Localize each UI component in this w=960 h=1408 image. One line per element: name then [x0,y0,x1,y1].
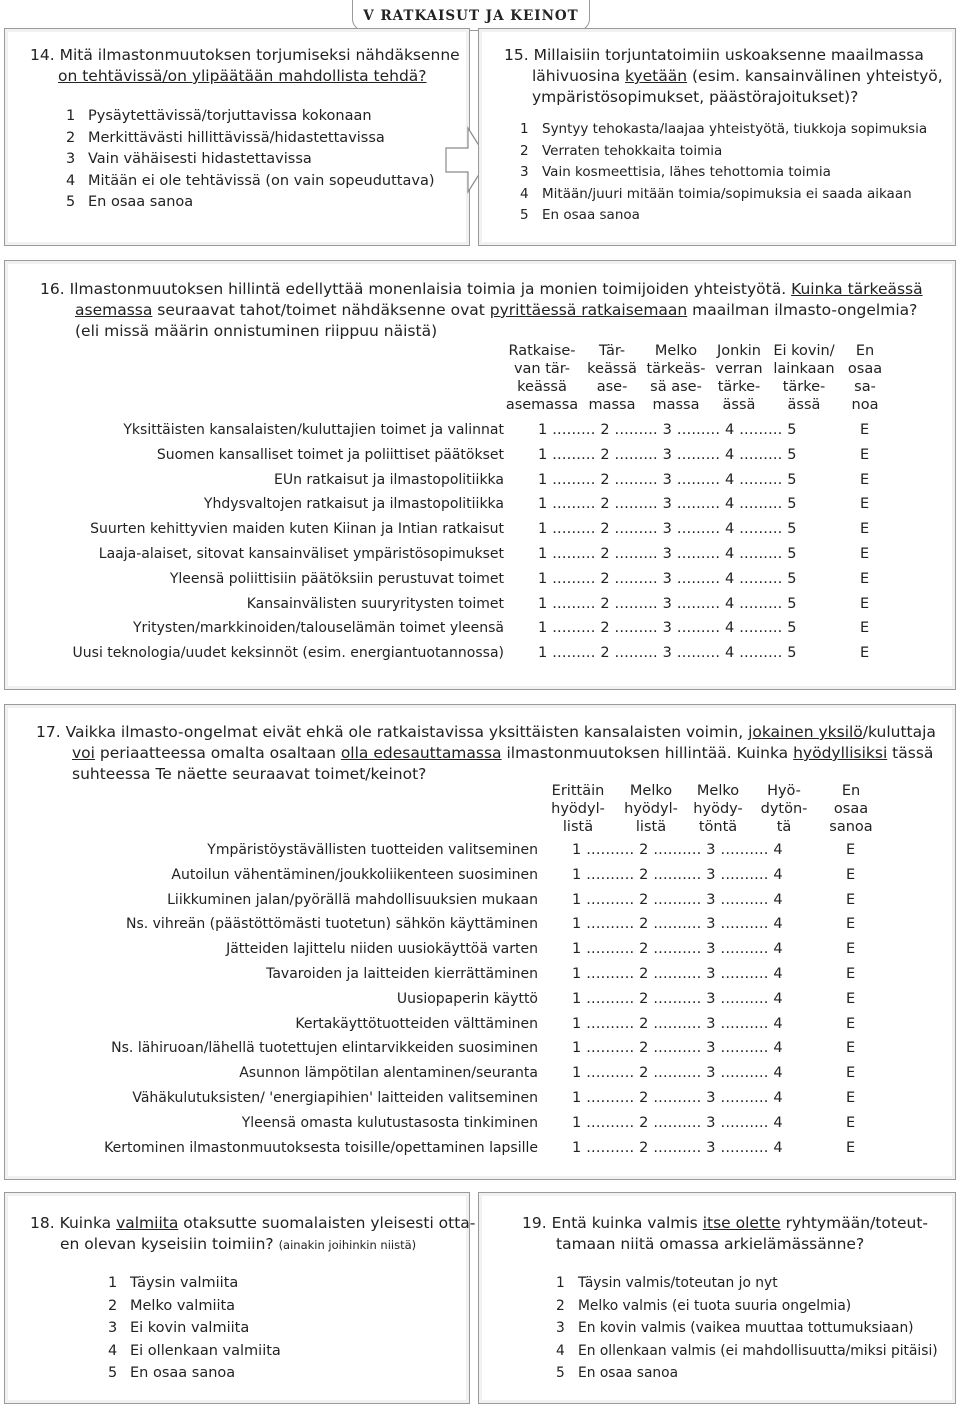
option[interactable]: 4 Ei ollenkaan valmiita [108,1342,281,1359]
column-header: Tär- keässä ase- massa [587,343,637,413]
rating-scale[interactable]: 1 .......... 2 .......... 3 .......... 4 [572,1114,783,1131]
option[interactable]: 5 En osaa sanoa [556,1365,679,1381]
row-label: Liikkuminen jalan/pyörällä mahdollisuuksien mukaan [167,891,538,908]
rating-scale[interactable]: 1 .......... 2 .......... 3 .......... 4 [572,866,783,883]
question-line: on tehtävissä/on ylipäätään mahdollista tehdä? [58,67,427,85]
question-number: 16. [40,280,65,298]
row-label: Uusiopaperin käyttö [396,990,538,1007]
dont-know-option[interactable]: E [846,990,856,1007]
dont-know-option[interactable]: E [860,546,870,562]
row-label: Kansainvälisten suuryritysten toimet [246,595,504,612]
row-label: Asunnon lämpötilan alentaminen/seuranta [239,1065,538,1082]
column-header: Hyö- dytön- tä [760,783,808,835]
option[interactable]: 5 En osaa sanoa [66,194,194,210]
dont-know-option[interactable]: E [860,446,870,463]
row-label: Uusi teknologia/uudet keksinnöt (esim. energiantuotannossa) [72,645,504,662]
dont-know-option[interactable]: E [860,471,870,488]
question-line: Entä kuinka valmis itse olette ryhtymään/toteut- [551,1214,928,1232]
question-line: Kuinka valmiita otaksutte suomalaisten yleisesti otta- [59,1214,476,1232]
question-14-options [66,106,435,214]
row-label: Autoilun vähentäminen/joukkoliikenteen suosiminen [171,866,538,883]
option[interactable]: 3 Vain vähäisesti hidastettavissa [66,151,312,167]
rating-scale[interactable]: 1 .......... 2 .......... 3 .......... 4 [572,1065,783,1082]
rating-scale[interactable]: 1 .......... 2 .......... 3 .......... 4 [572,891,783,908]
question-line: tamaan niitä omassa arkielämässänne? [556,1235,865,1253]
rating-scale[interactable]: 1 ......... 2 ......... 3 ......... 4 ......... 5 [538,645,797,662]
rating-scale[interactable]: 1 ......... 2 ......... 3 ......... 4 ......... 5 [538,620,797,637]
question-line: Mitä ilmastonmuutoksen torjumiseksi nähdäksenne [59,46,460,64]
question-number: 19. [522,1214,547,1232]
option[interactable]: 3 En kovin valmis (vaikea muuttaa tottumuksiaan) [556,1320,914,1336]
question-line: lähivuosina kyetään (esim. kansainvälinen yhteistyö, [532,67,943,85]
question-line: (eli missä määrin onnistuminen riippuu näistä) [75,322,438,340]
question-18-text [30,1213,476,1256]
option[interactable]: 1 Pysäytettävissä/torjuttavissa kokonaan [66,108,372,124]
rating-scale[interactable]: 1 ......... 2 ......... 3 ......... 4 ......... 5 [538,521,797,538]
question-line: suhteessa Te näette seuraavat toimet/keinot? [72,765,427,783]
option[interactable]: 1 Syntyy tehokasta/laajaa yhteistyötä, tiukkoja sopimuksia [520,121,928,137]
option[interactable]: 3 Vain kosmeettisia, lähes tehottomia toimia [520,164,831,180]
dont-know-option[interactable]: E [846,842,856,858]
row-label: Laaja-alaiset, sitovat kansainväliset ympäristösopimukset [98,546,504,562]
rating-scale[interactable]: 1 ......... 2 ......... 3 ......... 4 ......... 5 [538,570,797,587]
option[interactable]: 4 En ollenkaan valmis (ei mahdollisuutta/miksi pitäisi) [556,1342,938,1359]
option[interactable]: 5 En osaa sanoa [520,207,640,223]
question-line: Millaisiin torjuntatoimiin uskoaksenne maailmassa [533,46,924,64]
dont-know-option[interactable]: E [846,941,856,958]
option[interactable]: 3 Ei kovin valmiita [108,1320,250,1336]
dont-know-option[interactable]: E [846,891,856,908]
question-17-text [36,722,946,785]
question-line: Vaikka ilmasto-ongelmat eivät ehkä ole ratkaistavissa yksittäisten kansalaisten voimin, jokainen yksilö/kuluttaja [65,723,936,741]
dont-know-option[interactable]: E [860,422,870,438]
question-number: 14. [30,46,55,64]
row-label: EUn ratkaisut ja ilmastopolitiikka [274,471,504,488]
option[interactable]: 2 Verraten tehokkaita toimia [520,142,723,159]
row-label: Yhdysvaltojen ratkaisut ja ilmastopolitiikka [203,496,504,513]
rating-scale[interactable]: 1 .......... 2 .......... 3 .......... 4 [572,966,783,982]
dont-know-option[interactable]: E [860,496,870,513]
row-label: Tavaroiden ja laitteiden kierrättäminen [266,966,538,982]
dont-know-option[interactable]: E [846,1040,856,1057]
row-label: Kertakäyttötuotteiden välttäminen [295,1015,538,1032]
dont-know-option[interactable]: E [846,1114,856,1131]
rating-scale[interactable]: 1 .......... 2 .......... 3 .......... 4 [572,842,783,858]
question-15-text [504,45,949,108]
dont-know-option[interactable]: E [846,866,856,883]
row-label: Vähäkulutuksisten/ 'energiapihien' laitteiden valitseminen [132,1090,538,1106]
question-19-text [522,1213,952,1255]
rating-scale[interactable]: 1 .......... 2 .......... 3 .......... 4 [572,1090,783,1106]
row-label: Yleensä omasta kulutustasosta tinkiminen [241,1114,538,1131]
dont-know-option[interactable]: E [846,1015,856,1032]
question-19-options [556,1272,938,1385]
column-header: Melko hyödy- töntä [693,783,743,835]
column-header: En osaa sanoa [829,783,873,835]
dont-know-option[interactable]: E [846,1139,856,1156]
row-label: Ympäristöystävällisten tuotteiden valitseminen [207,842,538,858]
row-label: Ns. lähiruoan/lähellä tuotettujen elintarvikkeiden suosiminen [111,1040,538,1057]
dont-know-option[interactable]: E [846,1065,856,1082]
rating-scale[interactable]: 1 ......... 2 ......... 3 ......... 4 ......... 5 [538,595,797,612]
column-header: Erittäin hyödyl- listä [551,783,605,835]
dont-know-option[interactable]: E [860,570,870,587]
column-header: Ratkaise- van tär- keässä asemassa [505,343,579,413]
section-tab: V RATKAISUT JA KEINOT [352,0,590,31]
rating-scale[interactable]: 1 .......... 2 .......... 3 .......... 4 [572,1040,783,1057]
rating-scale[interactable]: 1 ......... 2 ......... 3 ......... 4 ......... 5 [538,446,797,463]
question-line: voi periaatteessa omalta osaltaan olla edesauttamassa ilmastonmuutoksen hillintää. Kuinka hyödyllisiksi tässä [72,744,934,762]
option[interactable]: 1 Täysin valmiita [108,1275,239,1291]
option[interactable]: 1 Täysin valmis/toteutan jo nyt [556,1275,778,1291]
column-header: En osaa sa- noa [847,343,883,413]
option[interactable]: 4 Mitään/juuri mitään toimia/sopimuksia ei saada aikaan [520,185,912,202]
row-label: Suomen kansalliset toimet ja poliittiset päätökset [156,446,504,463]
column-header: Jonkin verran tärke- ässä [715,343,763,413]
column-header: Melko tärkeäs- sä ase- massa [646,343,706,413]
rating-scale[interactable]: 1 .......... 2 .......... 3 .......... 4 [572,941,783,958]
question-line: ympäristösopimukset, päästörajoitukset)? [532,88,859,106]
rating-scale[interactable]: 1 ......... 2 ......... 3 ......... 4 ......... 5 [538,422,797,438]
dont-know-option[interactable]: E [860,620,870,637]
question-number: 15. [504,46,529,64]
row-label: Yksittäisten kansalaisten/kuluttajien toimet ja valinnat [123,422,504,438]
rating-scale[interactable]: 1 ......... 2 ......... 3 ......... 4 ......... 5 [538,471,797,488]
option[interactable]: 2 Merkittävästi hillittävissä/hidastettavissa [66,129,385,146]
question-14-text [30,45,460,87]
option[interactable]: 2 Melko valmiita [108,1297,236,1314]
row-label: Yritysten/markkinoiden/talouselämän toimet yleensä [132,620,504,637]
question-number: 17. [36,723,61,741]
option[interactable]: 4 Mitään ei ole tehtävissä (on vain sopeuduttava) [66,172,435,189]
dont-know-option[interactable]: E [846,1090,856,1106]
dont-know-option[interactable]: E [846,916,856,933]
rating-scale[interactable]: 1 ......... 2 ......... 3 ......... 4 ......... 5 [538,546,797,562]
row-label: Yleensä poliittisiin päätöksiin perustuvat toimet [169,570,504,587]
dont-know-option[interactable]: E [860,645,870,662]
rating-scale[interactable]: 1 .......... 2 .......... 3 .......... 4 [572,1015,783,1032]
dont-know-option[interactable]: E [860,521,870,538]
question-line: Ilmastonmuutoksen hillintä edellyttää monenlaisia toimia ja monien toimijoiden yhteistyötä. Kuinka tärkeässä [69,280,923,298]
question-16-text [40,279,940,342]
option[interactable]: 2 Melko valmis (ei tuota suuria ongelmia) [556,1297,852,1314]
dont-know-option[interactable]: E [860,595,870,612]
question-number: 18. [30,1214,55,1232]
column-header: Melko hyödyl- listä [624,783,678,835]
row-label: Kertominen ilmastonmuutoksesta toisille/opettaminen lapsille [104,1139,538,1156]
question-line: en olevan kyseisiin toimiin? (ainakin joihinkin niistä) [60,1235,417,1253]
question-18-options [108,1272,281,1385]
row-label: Jätteiden lajittelu niiden uusiokäyttöä varten [226,941,538,958]
rating-scale[interactable]: 1 .......... 2 .......... 3 .......... 4 [572,916,783,933]
dont-know-option[interactable]: E [846,966,856,982]
column-header: Ei kovin/ lainkaan tärke- ässä [773,343,835,413]
question-15-options [520,119,927,227]
question-line: asemassa seuraavat tahot/toimet nähdäksenne ovat pyrittäessä ratkaisemaan maailman ilmasto-ongelmia? [75,301,918,319]
rating-scale[interactable]: 1 .......... 2 .......... 3 .......... 4 [572,1139,783,1156]
row-label: Suurten kehittyvien maiden kuten Kiinan ja Intian ratkaisut [90,521,504,538]
row-label: Ns. vihreän (päästöttömästi tuotetun) sähkön käyttäminen [125,916,538,933]
rating-scale[interactable]: 1 ......... 2 ......... 3 ......... 4 ......... 5 [538,496,797,513]
rating-scale[interactable]: 1 .......... 2 .......... 3 .......... 4 [572,990,783,1007]
option[interactable]: 5 En osaa sanoa [108,1365,236,1381]
